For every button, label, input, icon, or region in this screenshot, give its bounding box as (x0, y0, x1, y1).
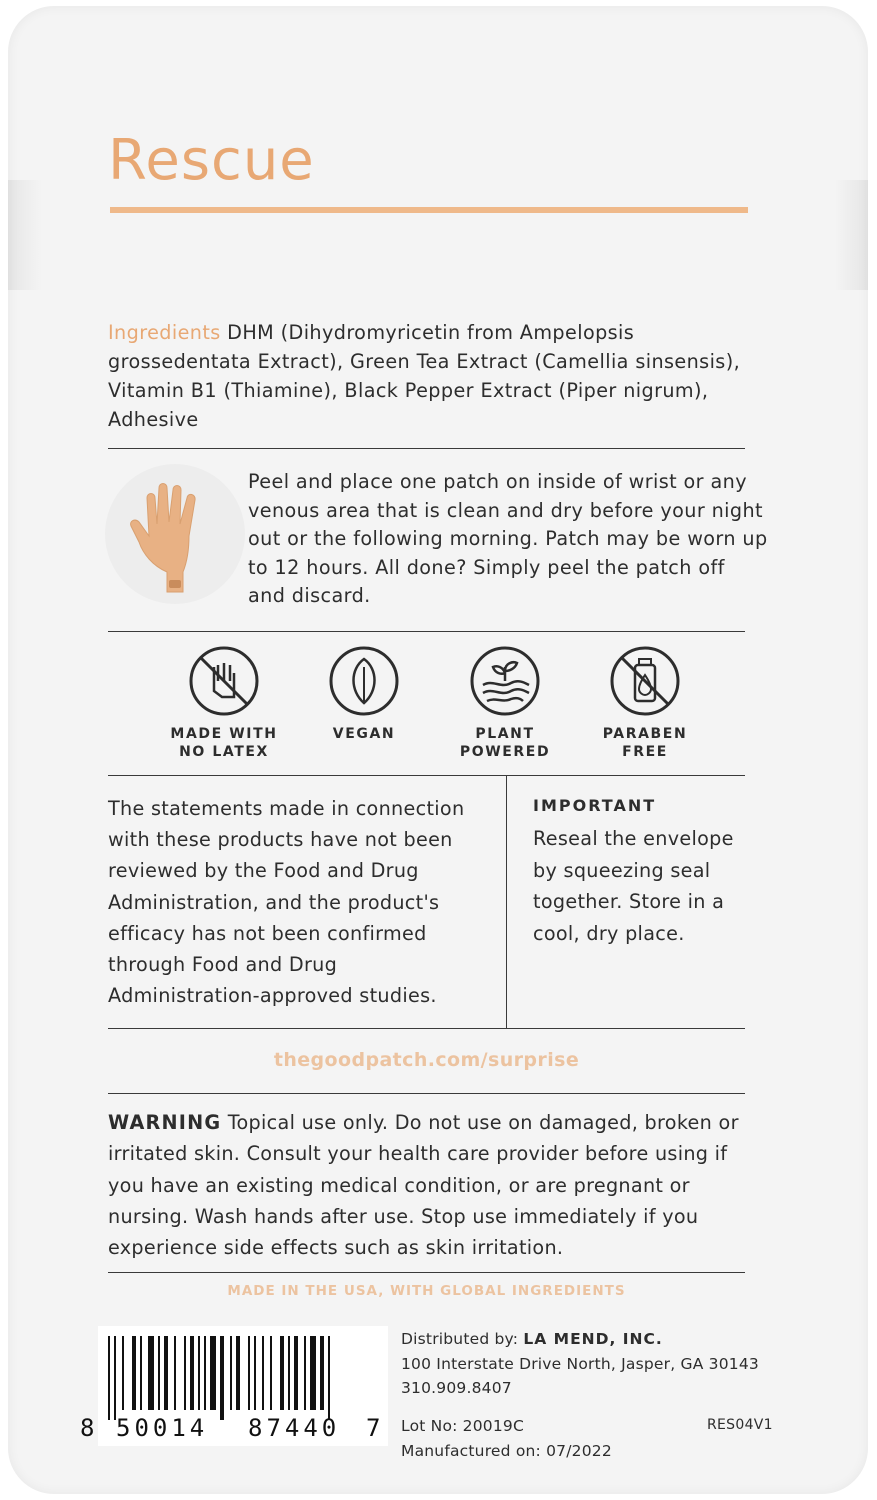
manufactured-date: Manufactured on: 07/2022 (401, 1442, 612, 1460)
divider (108, 1028, 745, 1029)
divider (108, 631, 745, 632)
distributor-phone: 310.909.8407 (401, 1379, 512, 1397)
lot-info (401, 1414, 612, 1464)
badge-label: MADE WITH NO LATEX (170, 726, 278, 760)
badge-label: PARABEN FREE (602, 726, 688, 760)
hand-icon (127, 476, 223, 594)
warning-label: WARNING (108, 1111, 222, 1134)
badge-paraben-free (570, 645, 720, 761)
warning-text: Topical use only. Do not use on damaged, broken or irritated skin. Consult your health care provider before using if you have an existing medical condition, or are pregnant or nursing. Wash hands after use. Stop use immediately if you experience side effects such as skin irritation. (108, 1111, 739, 1260)
distributor-label: Distributed by: (401, 1330, 519, 1348)
hand-illustration (105, 464, 245, 604)
badge-label: PLANT POWERED (459, 726, 551, 760)
product-code: RES04V1 (707, 1417, 773, 1433)
important-text: Reseal the envelope by squeezing seal together. Store in a cool, dry place. (533, 827, 734, 945)
origin-statement: MADE IN THE USA, WITH GLOBAL INGREDIENTS (227, 1283, 626, 1299)
tear-notch-right (834, 180, 868, 290)
barcode-check-digit: 7 (366, 1414, 381, 1442)
no-latex-icon (188, 645, 260, 717)
badge-label: VEGAN (332, 726, 396, 742)
leaf-icon (328, 645, 400, 717)
barcode (80, 1326, 388, 1446)
badge-no-latex (149, 645, 299, 761)
divider (108, 1272, 745, 1273)
vertical-divider (506, 776, 507, 1028)
fda-disclaimer: The statements made in connection with these products have not been reviewed by the Food and Drug Administration, and the product's efficacy has not been confirmed through Food and Drug Administration-approved studies. (108, 797, 465, 1008)
badge-vegan (289, 645, 439, 743)
sprout-icon (469, 645, 541, 717)
warning-section (108, 1107, 768, 1263)
ingredients-label: Ingredients (108, 321, 221, 344)
divider (108, 775, 745, 776)
barcode-icon (106, 1336, 382, 1420)
barcode-left-group: 50014 (116, 1414, 209, 1442)
website-url: thegoodpatch.com/surprise (273, 1049, 580, 1071)
instructions-text: Peel and place one patch on inside of wrist or any venous area that is clean and dry before your night out or the following morning. Patch may be worn up to 12 hours. All done? Simply peel the patch off and discard. (248, 470, 768, 607)
ingredients-section (108, 318, 758, 434)
divider (108, 1093, 745, 1094)
divider (108, 448, 745, 449)
distributor-info (401, 1327, 759, 1401)
title-underline (110, 207, 748, 213)
lot-number: Lot No: 20019C (401, 1417, 525, 1435)
product-title: Rescue (108, 128, 315, 193)
ingredients-text: DHM (Dihydromyricetin from Ampelopsis grossedentata Extract), Green Tea Extract (Camellia sinsensis), Vitamin B1 (Thiamine), Black Pepper Extract (Piper nigrum), Adhesive (108, 321, 741, 431)
distributor-name: LA MEND, INC. (523, 1330, 663, 1348)
barcode-first-digit: 8 (80, 1414, 95, 1442)
badge-plant-powered (430, 645, 580, 761)
barcode-right-group: 87440 (248, 1414, 341, 1442)
distributor-address: 100 Interstate Drive North, Jasper, GA 30143 (401, 1354, 759, 1373)
no-paraben-icon (609, 645, 681, 717)
tear-notch-left (8, 180, 42, 290)
important-title: IMPORTANT (533, 796, 657, 815)
